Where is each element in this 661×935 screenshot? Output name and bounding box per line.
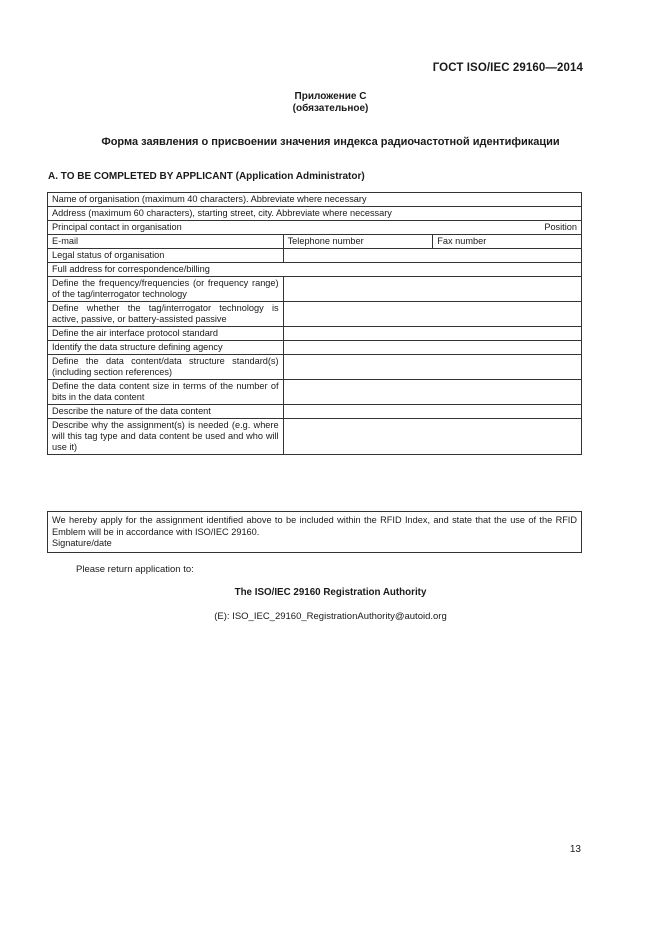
annex-subtitle: (обязательное) — [292, 103, 369, 114]
table-row — [48, 341, 582, 355]
table-row — [48, 419, 582, 455]
contact-label: Principal contact in organisation — [52, 222, 182, 232]
form-title: Форма заявления о присвоении значения индекса радиочастотной идентификации — [101, 136, 560, 148]
question-label: Define the data content size in terms of the number of bits in the data content — [48, 380, 284, 405]
return-instruction: Please return application to: — [76, 564, 194, 575]
table-row — [48, 355, 582, 380]
answer-field[interactable] — [283, 380, 581, 405]
table-row — [48, 263, 582, 277]
table-row — [48, 249, 582, 263]
organisation-name-field[interactable]: Name of organisation (maximum 40 characters). Abbreviate where necessary — [48, 193, 582, 207]
fax-field[interactable]: Fax number — [433, 235, 582, 249]
page-number: 13 — [569, 844, 581, 855]
question-label: Identify the data structure defining agency — [48, 341, 284, 355]
answer-field[interactable] — [283, 302, 581, 327]
section-heading: A. TO BE COMPLETED BY APPLICANT (Application Administrator) — [48, 171, 365, 182]
answer-field[interactable] — [283, 249, 581, 263]
telephone-field[interactable]: Telephone number — [283, 235, 433, 249]
application-form-table — [47, 192, 582, 455]
question-label: Define the air interface protocol standard — [48, 327, 284, 341]
table-row — [48, 207, 582, 221]
document-code: ГОСТ ISO/IEC 29160—2014 — [432, 62, 583, 74]
answer-field[interactable] — [283, 355, 581, 380]
answer-field[interactable] — [283, 405, 581, 419]
answer-field[interactable] — [283, 419, 581, 455]
signature-field[interactable]: Signature/date — [52, 538, 112, 548]
position-label: Position — [544, 222, 577, 232]
table-row — [48, 235, 582, 249]
registration-authority: The ISO/IEC 29160 Registration Authority — [234, 587, 427, 598]
question-label: Describe the nature of the data content — [48, 405, 284, 419]
table-row — [48, 302, 582, 327]
declaration-text: We hereby apply for the assignment identified above to be included within the RFID Index, and state that the use of the RFID Emblem will be in accordance with ISO/IEC 29160. — [52, 515, 577, 537]
answer-field[interactable] — [283, 327, 581, 341]
table-row — [48, 221, 582, 235]
annex-heading — [0, 91, 661, 115]
table-row — [48, 405, 582, 419]
question-label: Define the data content/data structure standard(s) (including section references) — [48, 355, 284, 380]
table-row — [48, 277, 582, 302]
answer-field[interactable] — [283, 341, 581, 355]
declaration-box — [47, 511, 582, 553]
table-row — [48, 327, 582, 341]
question-label: Describe why the assignment(s) is needed (e.g. where will this tag type and data content be used and who will use it) — [48, 419, 284, 455]
annex-title: Приложение C — [294, 91, 367, 102]
table-row — [48, 380, 582, 405]
table-row — [48, 193, 582, 207]
address-field[interactable]: Address (maximum 60 characters), starting street, city. Abbreviate where necessary — [48, 207, 582, 221]
authority-email: (E): ISO_IEC_29160_RegistrationAuthority@autoid.org — [214, 611, 447, 622]
answer-field[interactable] — [283, 277, 581, 302]
email-field[interactable]: E-mail — [48, 235, 284, 249]
question-label: Define the frequency/frequencies (or frequency range) of the tag/interrogator technology — [48, 277, 284, 302]
correspondence-address-field[interactable]: Full address for correspondence/billing — [48, 263, 582, 277]
question-label: Define whether the tag/interrogator technology is active, passive, or battery-assisted passive — [48, 302, 284, 327]
contact-field[interactable] — [48, 221, 582, 235]
question-label: Legal status of organisation — [48, 249, 284, 263]
